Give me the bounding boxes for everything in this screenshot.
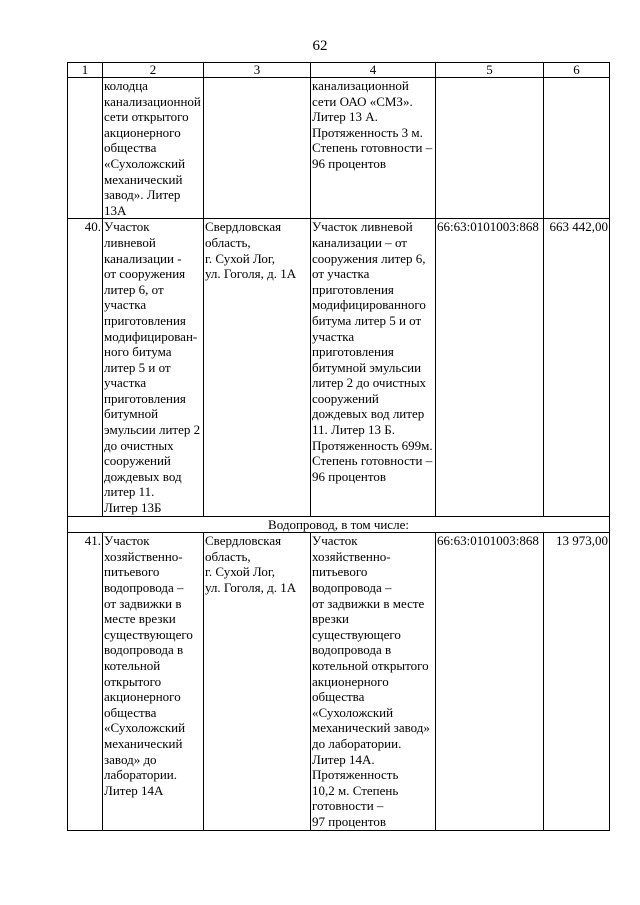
cell-text-line: существующего xyxy=(312,626,401,642)
cell-text-line: готовности – xyxy=(312,798,384,814)
header-row xyxy=(68,63,610,78)
cell-text-line: Свердловская xyxy=(205,219,282,235)
cell-text-line: водопровода в xyxy=(104,642,184,658)
cell-text-line: колодца xyxy=(104,78,148,93)
cell-text-line: хозяйственно- xyxy=(312,548,391,564)
cell-text-line: сооружений xyxy=(312,390,379,406)
cell-text-line: Степень готовности – xyxy=(312,453,433,469)
cell-text-line: водопровода в xyxy=(312,642,392,658)
cell-text-line: акционерного xyxy=(312,673,389,689)
cell-text-line: ул. Гоголя, д. 1А xyxy=(205,266,297,282)
cell-text-line: литер 2 до очистных xyxy=(312,375,427,391)
cell-text-line: «Сухоложский xyxy=(104,720,186,736)
cell-text-line: акционерного xyxy=(104,689,181,705)
cell-text-line: литер 11. xyxy=(104,484,155,500)
header-col-5: 5 xyxy=(436,63,544,78)
cell-text-line: Литер 14А xyxy=(104,782,164,798)
cell-text-line: дождевых вод литер xyxy=(312,406,425,422)
cell-object-name xyxy=(103,219,204,516)
cell-text-line: общества xyxy=(104,140,157,156)
cell-text-line: модифицированного xyxy=(312,297,426,313)
cell-text-line: до лаборатории. xyxy=(312,735,402,751)
cell-text-line: г. Сухой Лог, xyxy=(205,250,276,266)
cell-number xyxy=(68,78,103,219)
table-row-continuation xyxy=(68,78,610,219)
cell-text-line: существующего xyxy=(104,626,193,642)
cell-text-line: 13А xyxy=(104,202,127,218)
cell-text-line: битума литер 5 и от xyxy=(312,312,422,328)
cell-text-line: ул. Гоголя, д. 1А xyxy=(205,580,297,595)
cell-text-line: Участок ливневой xyxy=(312,219,413,235)
cell-description xyxy=(311,533,436,830)
header-col-4: 4 xyxy=(311,63,436,78)
cell-cadastral xyxy=(436,78,544,219)
cell-description xyxy=(311,219,436,516)
cell-text-line: сооружения литер 6, xyxy=(312,250,426,266)
property-table xyxy=(67,62,610,831)
cell-text-line: канализации – от xyxy=(312,234,407,250)
cell-cadastral: 66:63:0101003:868 xyxy=(436,219,544,516)
cell-cadastral: 66:63:0101003:868 xyxy=(436,533,544,830)
cell-text-line: котельной xyxy=(104,657,161,673)
cell-text-line: до очистных xyxy=(104,437,174,453)
cell-text-line: хозяйственно- xyxy=(104,548,183,564)
cell-text-line: Протяженность xyxy=(312,767,399,783)
cell-text-line: литер 5 и от xyxy=(104,359,171,375)
cell-text-line: 96 процентов xyxy=(312,155,387,171)
cell-text-line: канализационной xyxy=(312,78,409,93)
header-col-1: 1 xyxy=(68,63,103,78)
cell-text-line: литер 6, от xyxy=(104,281,164,297)
page-number: 62 xyxy=(312,38,328,54)
cell-text-line: питьевого xyxy=(104,564,160,580)
cell-address xyxy=(204,219,311,516)
cell-text-line: дождевых вод xyxy=(104,468,182,484)
cell-text-line: водопровода – xyxy=(312,580,392,595)
cell-text-line: канализационной xyxy=(104,93,201,109)
cell-address xyxy=(204,533,311,830)
cell-text-line: участка xyxy=(104,375,147,391)
header-col-3: 3 xyxy=(204,63,311,78)
cell-text-line: приготовления xyxy=(312,344,394,360)
cell-text-line: от участка xyxy=(312,266,370,282)
cell-text-line: лаборатории. xyxy=(104,767,177,783)
cell-text-line: битумной xyxy=(104,406,159,422)
cell-text-line: механический xyxy=(104,171,183,187)
cell-text-line: 96 процентов xyxy=(312,468,387,484)
cell-address xyxy=(204,78,311,219)
cell-text-line: сети ОАО «СМЗ». xyxy=(312,93,413,109)
cell-text-line: участка xyxy=(312,328,355,344)
cell-text-line: месте врезки xyxy=(104,611,176,627)
cell-text-line: г. Сухой Лог, xyxy=(205,564,276,580)
cell-text-line: общества xyxy=(104,704,157,720)
section-heading: Водопровод, в том числе: xyxy=(68,516,610,533)
cell-text-line: 97 процентов xyxy=(312,813,387,829)
cell-text-line: сооружений xyxy=(104,453,171,469)
cell-text-line: Участок xyxy=(104,533,150,549)
cell-text-line: сети открытого xyxy=(104,109,189,125)
cell-text-line: приготовления xyxy=(312,281,394,297)
cell-text-line: битумной эмульсии xyxy=(312,359,422,375)
cell-text-line: акционерного xyxy=(104,124,181,140)
cell-price: 13 973,00 xyxy=(544,533,610,830)
table-row-40 xyxy=(68,219,610,516)
cell-text-line: Литер 13 А. xyxy=(312,109,378,125)
cell-text-line: область, xyxy=(205,548,251,564)
cell-text-line: Участок xyxy=(104,219,150,235)
cell-text-line: эмульсии литер 2 xyxy=(104,422,201,438)
cell-number: 41. xyxy=(68,533,103,830)
table-row-41 xyxy=(68,533,610,830)
cell-object-name xyxy=(103,78,204,219)
cell-text-line: врезки xyxy=(312,611,349,627)
cell-text-line: участка xyxy=(104,297,147,313)
cell-text-line: канализации - xyxy=(104,250,182,266)
cell-text-line: ного битума xyxy=(104,344,172,360)
cell-text-line: Литер 14А. xyxy=(312,751,375,767)
cell-text-line: завод». Литер xyxy=(104,187,181,203)
cell-text-line: питьевого xyxy=(312,564,368,580)
cell-price: 663 442,00 xyxy=(544,219,610,516)
cell-price xyxy=(544,78,610,219)
cell-text-line: котельной открытого xyxy=(312,657,429,673)
cell-text-line: Протяженность 3 м. xyxy=(312,124,423,140)
cell-text-line: завод» до xyxy=(104,751,157,767)
cell-text-line: область, xyxy=(205,234,251,250)
cell-text-line: 10,2 м. Степень xyxy=(312,782,399,798)
cell-text-line: приготовления xyxy=(104,312,186,328)
section-heading-row xyxy=(68,516,610,533)
cell-text-line: водопровода – xyxy=(104,580,184,595)
cell-text-line: «Сухоложский xyxy=(312,704,394,720)
cell-text-line: от задвижки в месте xyxy=(312,595,425,611)
cell-text-line: механический завод» xyxy=(312,720,430,736)
cell-text-line: Участок xyxy=(312,533,358,549)
cell-object-name xyxy=(103,533,204,830)
cell-text-line: Протяженность 699м. xyxy=(312,437,433,453)
cell-description xyxy=(311,78,436,219)
cell-text-line: 11. Литер 13 Б. xyxy=(312,422,395,438)
cell-text-line: «Сухоложский xyxy=(104,155,186,171)
header-col-2: 2 xyxy=(103,63,204,78)
cell-text-line: открытого xyxy=(104,673,162,689)
cell-text-line: Свердловская xyxy=(205,533,282,549)
cell-text-line: механический xyxy=(104,735,183,751)
cell-text-line: модифицирован- xyxy=(104,328,198,344)
cell-text-line: Литер 13Б xyxy=(104,500,162,516)
cell-text-line: приготовления xyxy=(104,390,186,406)
cell-text-line: Степень готовности – xyxy=(312,140,433,156)
header-col-6: 6 xyxy=(544,63,610,78)
cell-text-line: общества xyxy=(312,689,365,705)
cell-text-line: ливневой xyxy=(104,234,156,250)
cell-text-line: от сооружения xyxy=(104,266,186,282)
cell-number: 40. xyxy=(68,219,103,516)
cell-text-line: от задвижки в xyxy=(104,595,182,611)
